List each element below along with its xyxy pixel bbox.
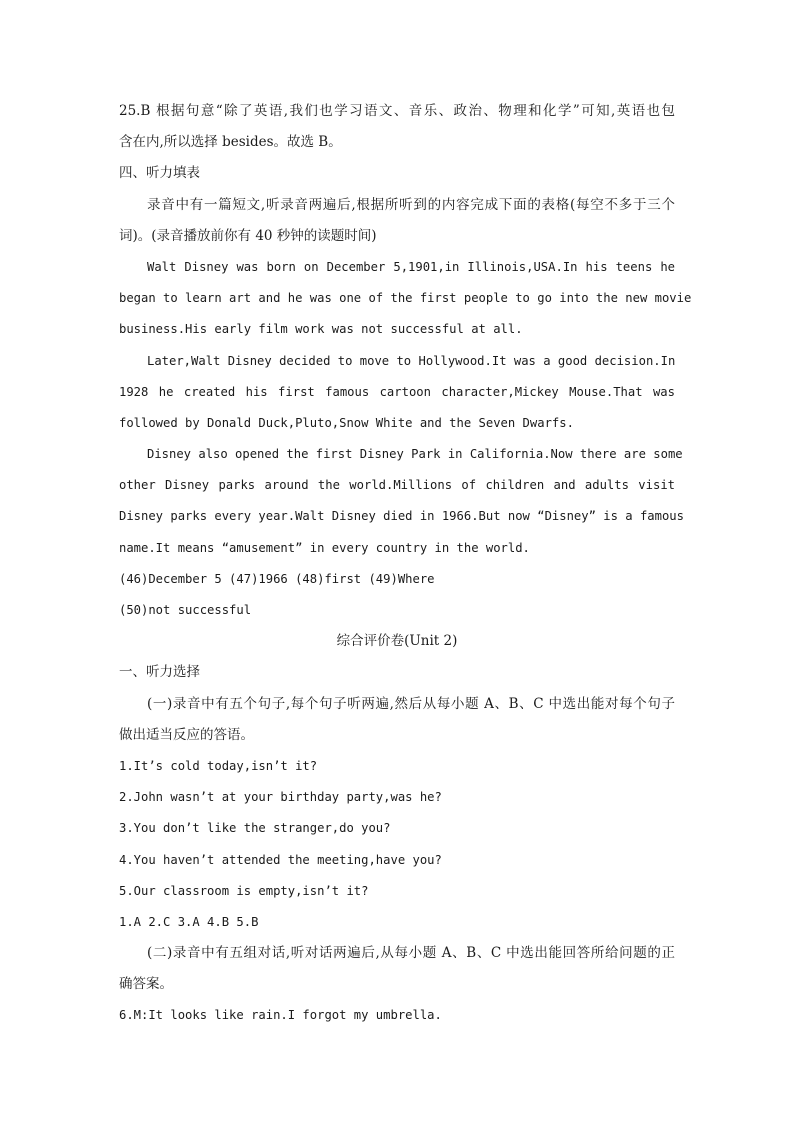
unit-title: 综合评价卷(Unit 2) — [336, 633, 458, 650]
question-sentence: 2.John wasn’t at your birthday party,was he? — [119, 790, 442, 805]
answer-25-explanation: 25.B 根据句意“除了英语,我们也学习语文、音乐、政治、物理和化学”可知,英语也包 — [119, 103, 675, 119]
passage-line: other Disney parks around the world.Millions of children and adults visit — [119, 478, 675, 493]
passage-line: Disney also opened the first Disney Park in California.Now there are some — [147, 447, 683, 462]
question-sentence: 1.It’s cold today,isn’t it? — [119, 758, 318, 773]
section-heading-listening-choice: 一、听力选择 — [119, 664, 200, 681]
answer-50: (50)not successful — [119, 603, 252, 617]
passage-line: Walt Disney was born on December 5,1901,in Illinois,USA.In his teens he — [147, 259, 675, 274]
question-sentence: 5.Our classroom is empty,isn’t it? — [119, 883, 369, 898]
passage-line: 1928 he created his first famous cartoon character,Mickey Mouse.That was — [119, 384, 675, 399]
document-page — [119, 96, 692, 1032]
part2-instruction-cont: 确答案。 — [119, 976, 173, 993]
passage-line: began to learn art and he was one of the first people to go into the new movie — [119, 291, 692, 306]
section-instruction-cont: 词)。(录音播放前你有 40 秒钟的读题时间) — [119, 227, 377, 244]
section-instruction: 录音中有一篇短文,听录音两遍后,根据所听到的内容完成下面的表格(每空不多于三个 — [147, 196, 675, 213]
answer-25-explanation-cont: 含在内,所以选择 besides。故选 B。 — [119, 134, 342, 151]
passage-line: name.It means “amusement” in every country in the world. — [119, 540, 530, 555]
part1-instruction: (一)录音中有五个句子,每个句子听两遍,然后从每小题 A、B、C 中选出能对每个句子 — [147, 695, 675, 712]
passage-line: Disney parks every year.Walt Disney died in 1966.But now “Disney” is a famous — [119, 509, 684, 524]
answers-46-49: (46)December 5 (47)1966 (48)first (49)Where — [119, 571, 435, 586]
passage-line: business.His early film work was not successful at all. — [119, 322, 523, 337]
dialog-line: 6.M:It looks like rain.I forgot my umbrella. — [119, 1008, 442, 1023]
part1-answers: 1.A 2.C 3.A 4.B 5.B — [119, 914, 259, 929]
part2-instruction: (二)录音中有五组对话,听对话两遍后,从每小题 A、B、C 中选出能回答所给问题的正 — [147, 945, 675, 962]
section-heading-listening-table: 四、听力填表 — [119, 165, 200, 182]
passage-line: followed by Donald Duck,Pluto,Snow White and the Seven Dwarfs. — [119, 415, 574, 430]
part1-instruction-cont: 做出适当反应的答语。 — [119, 726, 254, 743]
passage-line: Later,Walt Disney decided to move to Hollywood.It was a good decision.In — [147, 353, 676, 368]
question-sentence: 3.You don’t like the stranger,do you? — [119, 821, 391, 836]
question-sentence: 4.You haven’t attended the meeting,have you? — [119, 852, 442, 867]
